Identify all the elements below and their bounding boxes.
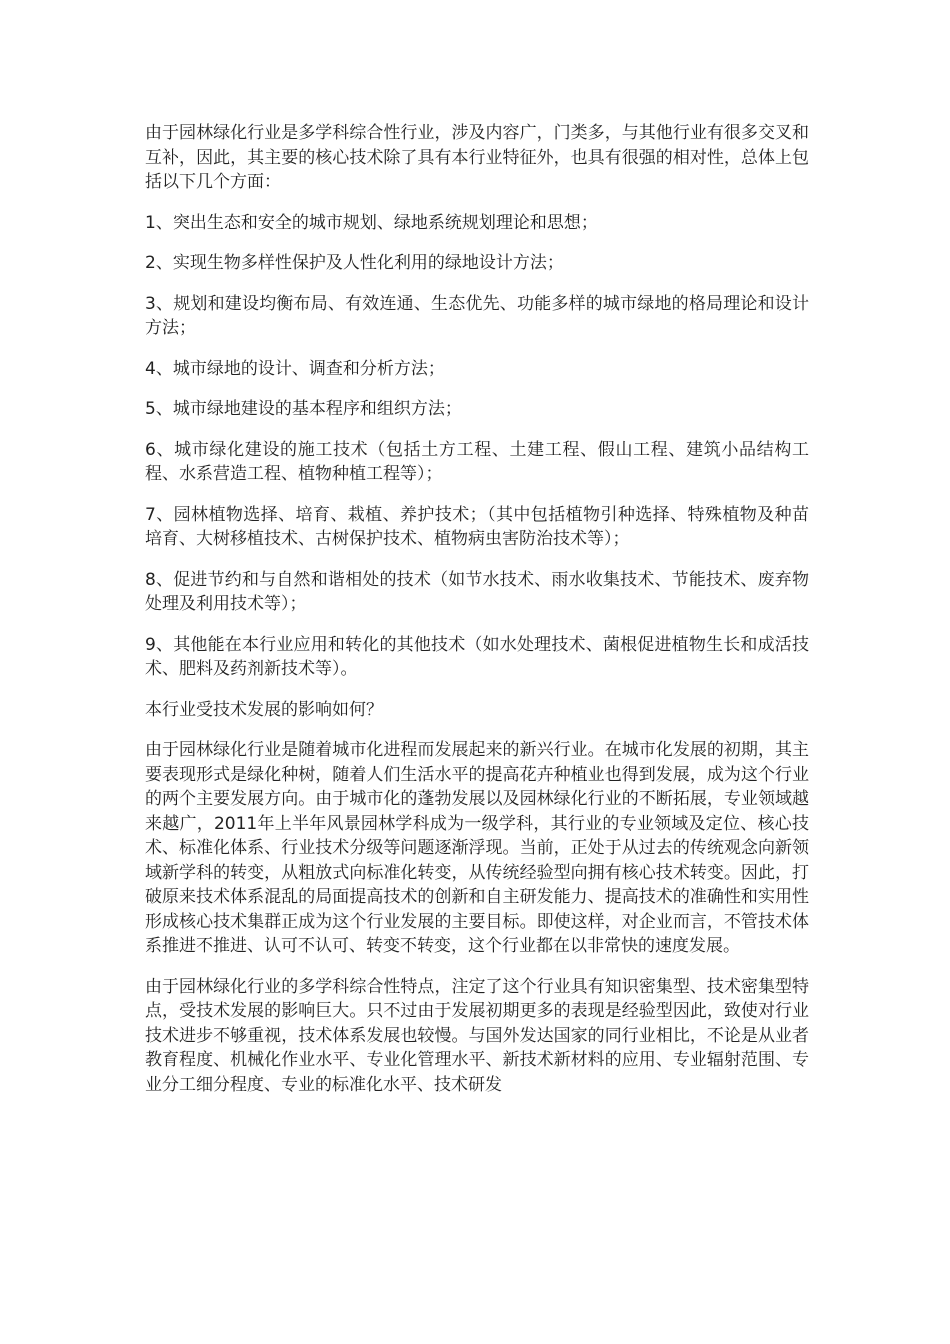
list-item: 7、园林植物选择、培育、栽植、养护技术；（其中包括植物引种选择、特殊植物及种苗培育、大树移植技术、古树保护技术、植物病虫害防治技术等）； (145, 504, 809, 549)
intro-paragraph: 由于园林绿化行业是多学科综合性行业，涉及内容广，门类多，与其他行业有很多交叉和互补，因此，其主要的核心技术除了具有本行业特征外，也具有很强的相对性，总体上包括以下几个方面： (145, 123, 809, 192)
list-item: 1、突出生态和安全的城市规划、绿地系统规划理论和思想； (145, 212, 598, 233)
list-item: 2、实现生物多样性保护及人性化利用的绿地设计方法； (145, 253, 564, 273)
list-item: 9、其他能在本行业应用和转化的其他技术（如水处理技术、菌根促进植物生长和成活技术、肥料及药剂新技术等）。 (145, 634, 809, 679)
list-item: 6、城市绿化建设的施工技术（包括土方工程、土建工程、假山工程、建筑小品结构工程、水系营造工程、植物种植工程等）； (145, 439, 809, 484)
document-body (145, 121, 809, 1113)
list-item: 8、促进节约和与自然和谐相处的技术（如节水技术、雨水收集技术、节能技术、废弃物处理及利用技术等）； (145, 569, 809, 614)
list-item: 3、规划和建设均衡布局、有效连通、生态优先、功能多样的城市绿地的格局理论和设计方法； (145, 293, 809, 338)
body-paragraph: 由于园林绿化行业是随着城市化进程而发展起来的新兴行业。在城市化发展的初期，其主要表现形式是绿化种树，随着人们生活水平的提高花卉种植业也得到发展，成为这个行业的两个主要发展方向。由于城市化的蓬勃发展以及园林绿化行业的不断拓展，专业领域越来越广，2011年上半年风景园林学科成为一级学科，其行业的专业领域及定位、核心技术、标准化体系、行业技术分级等问题逐渐浮现。当前，正处于从过去的传统观念向新领域新学科的转变，从粗放式向标准化转变，从传统经验型向拥有核心技术转变。因此，打破原来技术体系混乱的局面提高技术的创新和自主研发能力、提高技术的准确性和实用性形成核心技术集群正成为这个行业发展的主要目标。即使这样，对企业而言，不管技术体系推进不推进、认可不认可、转变不转变，这个行业都在以非常快的速度发展。 (145, 740, 809, 956)
body-paragraph: 由于园林绿化行业的多学科综合性特点，注定了这个行业具有知识密集型、技术密集型特点，受技术发展的影响巨大。只不过由于发展初期更多的表现是经验型因此，致使对行业技术进步不够重视，技术体系发展也较慢。与国外发达国家的同行业相比，不论是从业者教育程度、机械化作业水平、专业化管理水平、新技术新材料的应用、专业辐射范围、专业分工细分程度、专业的标准化水平、技术研发 (145, 976, 809, 1095)
question-heading: 本行业受技术发展的影响如何？ (145, 699, 383, 720)
list-item: 5、城市绿地建设的基本程序和组织方法； (145, 399, 462, 419)
list-item: 4、城市绿地的设计、调查和分析方法； (145, 358, 445, 379)
